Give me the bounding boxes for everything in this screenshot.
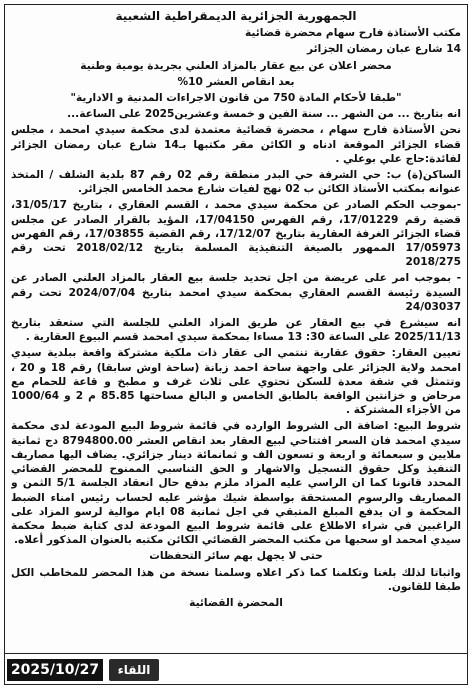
legal-notice-page bbox=[4, 4, 468, 685]
paragraph-auction-date: انه سيشرع في بيع العقار عن طريق المزاد العلني للجلسة التي ستعقد بتاريخ 2025/11/13 على الساعة 30: 13 مساءا بمحكمة سيدي امحمد قسم البيوع العقارية . bbox=[11, 317, 461, 344]
paragraph-judgment: -بموجب الحكم الصادر عن محكمة سيدي محمد ، القسم العقاري ، بتاريخ 31/05/17، قضية رقم 17/01229، رقم الفهرس 17/04150، المؤيد بالقرار الصادر عن مجلس قضاء الجزائر الغرفة العقارية بتاريخ 17/12/07، رقم القضية 17/03855، رقم الفهرس 17/05973 الممهور بالصيغة التنفيذية المسلمة بتاريخ 2018/02/12 تحت رقم 2018/275 bbox=[11, 199, 461, 269]
paragraph-property: تعيين العقار: حقوق عقارية تنتمي الى عقار ذات ملكية مشتركة واقعة ببلدية سيدي امحمد ولاية الجزائر على واجهة ساحة احمد زبانة (ساحة اوش سابقا) رقم 18 و 20 ، وتتمثل في شقة معدة للسكن تحتوي على ثلاث غرف و مطبخ و قاعة للحمام مع مرحاض و خزانتين الواقعة بالطابق الخامس و البالغ مساحتها 85.85 م 2 و 1000/64 من الأجزاء المشتركة . bbox=[11, 347, 461, 417]
paragraph-date: انه بتاريخ ... من الشهر ... سنة الفين و خمسة وعشرين2025 على الساعة... bbox=[67, 108, 461, 121]
footer-bar bbox=[5, 653, 467, 684]
paragraph-reservations: حتى لا يجهل بهم سائر التحفظات bbox=[149, 550, 323, 563]
publication-date: 2025/10/27 bbox=[7, 659, 103, 681]
republic-heading: الجمهورية الجزائرية الديمقراطية الشعبية bbox=[115, 9, 357, 23]
newspaper-logo: اللقاء bbox=[109, 659, 159, 681]
office-address: 14 شارع عبان رمضان الجزائر bbox=[307, 43, 461, 56]
office-name: مكتب الأستاذة فارح سهام محضرة قضائية bbox=[245, 27, 461, 40]
notice-content bbox=[11, 9, 461, 650]
notice-subtitle: بعد انقاص العشر 10% bbox=[177, 75, 295, 88]
paragraph-sale-conditions: شروط البيع: اضافة الى الشروط الوارده في قائمة شروط البيع المودعة لدى محكمة سيدي امحمد فان السعر افتتاحي لبيع العقار بعد انقاص العشر 8794800.00 دج ثمانية ملايين و سبعمائة و اربعة و تسعون الف و ثمانمائة دينار جزائري. يضاف اليها مصاريف التنفيذ وكل حقوق التسجيل والاشهار و الحق التناسبي الممنوح للمحضر القضائي المحدد قانونا كما ان الراسي عليه المزاد ملزم بدفع حال انعقاد الجلسة 5/1 الثمن و المصاريف والرسوم المستحقة بواسطة شيك مؤشر عليه لحساب رئيس امناء الضبط المحكمة و ان يدفع المبلغ المتبقي في اجل ثمانية 08 ايام موالية لرسو المزاد على الراغبين في شراء الاطلاع على قائمة شروط البيع المودعة لدى كتابة ضبط محكمة سيدي امحمد او سحبها من مكتب المحضر القضائي الكائن مكتبه بالعنوان المذكور أعلاه. bbox=[11, 420, 461, 547]
legal-basis: "طبقا لأحكام المادة 750 من قانون الاجراءات المدنية و الادارية" bbox=[70, 92, 402, 105]
paragraph-order: - بموجب امر على عريضة من اجل تحديد جلسة بيع العقار بالمزاد العلني الصادر عن السيدة رئيسة القسم العقاري بمحكمة سيدي امحمد بتاريخ 2024/07/04 تحت رقم 24/03037 bbox=[11, 272, 461, 313]
notice-title: محضر اعلان عن بيع عقار بالمزاد العلني بجريدة يومية وطنية bbox=[80, 59, 392, 72]
paragraph-closing: واثباتا لذلك بلغنا وتكلمنا كما ذكر اعلاه وسلمنا نسخة من هذا المحضر للمخاطب الكل طبقا للقانون. bbox=[11, 566, 461, 593]
paragraph-residence: الساكن(ة) ب: حي الشرفة حي البدر منطقة رقم 02 رقم 87 بلدية الشلف / المتخذ عنوانه بمكتب الأستاذ الكائن ب 02 نهج لفيات شارع محمد الخامس الجزائر. bbox=[11, 169, 461, 196]
signature-line: المحضرة القضائية bbox=[189, 596, 283, 609]
paragraph-bailiff: نحن الأستاذة فارح سهام ، محضرة قضائية معتمدة لدى محكمة سيدي امحمد ، مجلس قضاء الجزائر الموقعة ادناه و الكائن مقر مكتبها بـ14 شارع عبان رمضان الجزائر لفائدة:حاج علي بوعلي . bbox=[11, 124, 461, 165]
